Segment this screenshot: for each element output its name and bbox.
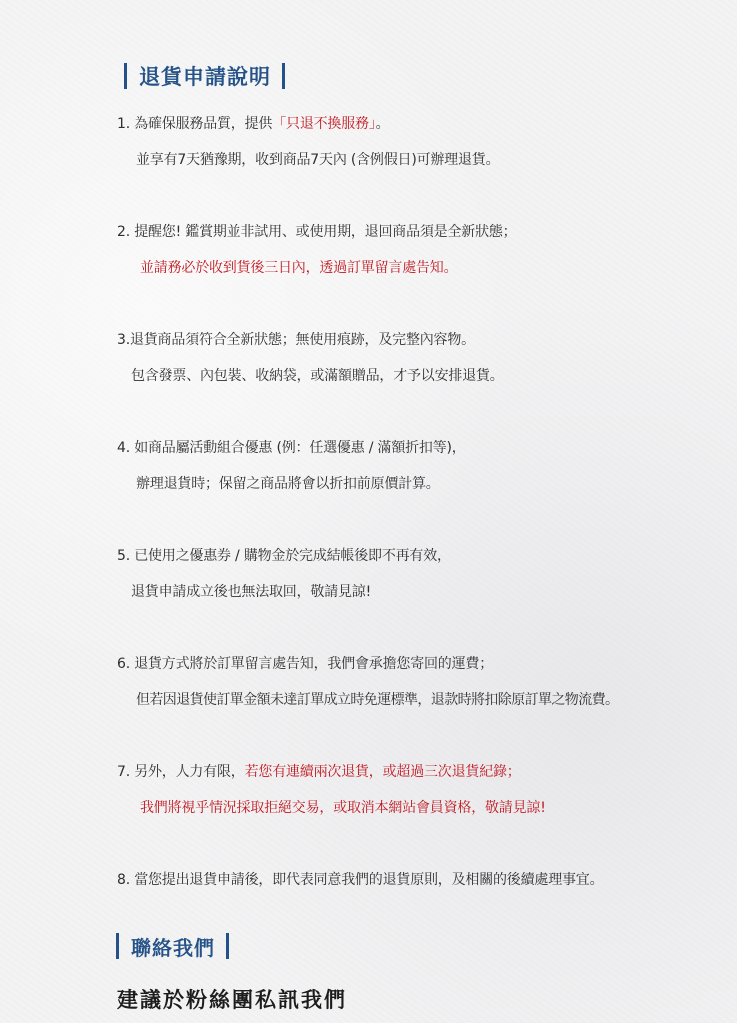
policy-item-5-line-2: 退貨申請成立後也無法取回，敬請見諒! xyxy=(131,584,372,600)
policy-item-6-line-1: 6. 退貨方式將於訂單留言處告知，我們會承擔您寄回的運費； xyxy=(117,656,494,672)
policy-item-6-line-2: 但若因退貨使訂單金額未達訂單成立時免運標準，退款時將扣除原訂單之物流費。 xyxy=(136,692,619,708)
policy-item-5-line-1: 5. 已使用之優惠券 / 購物金於完成結帳後即不再有效， xyxy=(117,548,451,564)
heading-left-bar xyxy=(124,63,127,89)
policy-item-4-line-1: 4. 如商品屬活動組合優惠 (例：任選優惠 / 滿額折扣等)， xyxy=(117,440,466,456)
policy-item-7-highlight: 若您有連續兩次退貨，或超過三次退貨紀錄； xyxy=(244,764,521,780)
policy-item-3-line-1: 3.退貨商品須符合全新狀態；無使用痕跡，及完整內容物。 xyxy=(117,332,475,348)
return-policy-heading xyxy=(124,62,285,90)
policy-item-1-text: 1. 為確保服務品質，提供 xyxy=(117,116,273,132)
heading-right-bar xyxy=(226,933,229,959)
policy-item-1-highlight: 「只退不換服務」 xyxy=(272,116,376,132)
heading-left-bar xyxy=(116,933,119,959)
heading-right-bar xyxy=(282,63,285,89)
policy-item-8-line-1: 8. 當您提出退貨申請後，即代表同意我們的退貨原則，及相關的後續處理事宜。 xyxy=(117,872,604,888)
contact-title: 聯絡我們 xyxy=(131,935,215,960)
policy-item-7-text: 7. 另外，人力有限， xyxy=(117,764,245,780)
policy-item-7-line-1 xyxy=(117,762,521,782)
policy-item-1-line-1 xyxy=(117,114,389,134)
policy-item-4-line-2: 辦理退貨時；保留之商品將會以折扣前原價計算。 xyxy=(136,476,440,492)
policy-item-2-line-2: 並請務必於收到貨後三日內，透過訂單留言處告知。 xyxy=(140,260,458,276)
policy-item-1-period: 。 xyxy=(375,116,390,132)
policy-item-3-line-2: 包含發票、內包裝、收納袋，或滿額贈品，才予以安排退貨。 xyxy=(131,368,504,384)
contact-suggestion: 建議於粉絲團私訊我們 xyxy=(117,988,347,1012)
return-policy-title: 退貨申請說明 xyxy=(139,65,271,89)
policy-item-7-line-2: 我們將視乎情況採取拒絕交易，或取消本網站會員資格，敬請見諒! xyxy=(140,800,546,816)
policy-item-1-line-2: 並享有7天猶豫期，收到商品7天內 (含例假日)可辦理退貨。 xyxy=(136,152,500,168)
contact-heading xyxy=(116,932,229,960)
policy-item-2-line-1: 2. 提醒您! 鑑賞期並非試用、或使用期，退回商品須是全新狀態； xyxy=(117,224,517,240)
